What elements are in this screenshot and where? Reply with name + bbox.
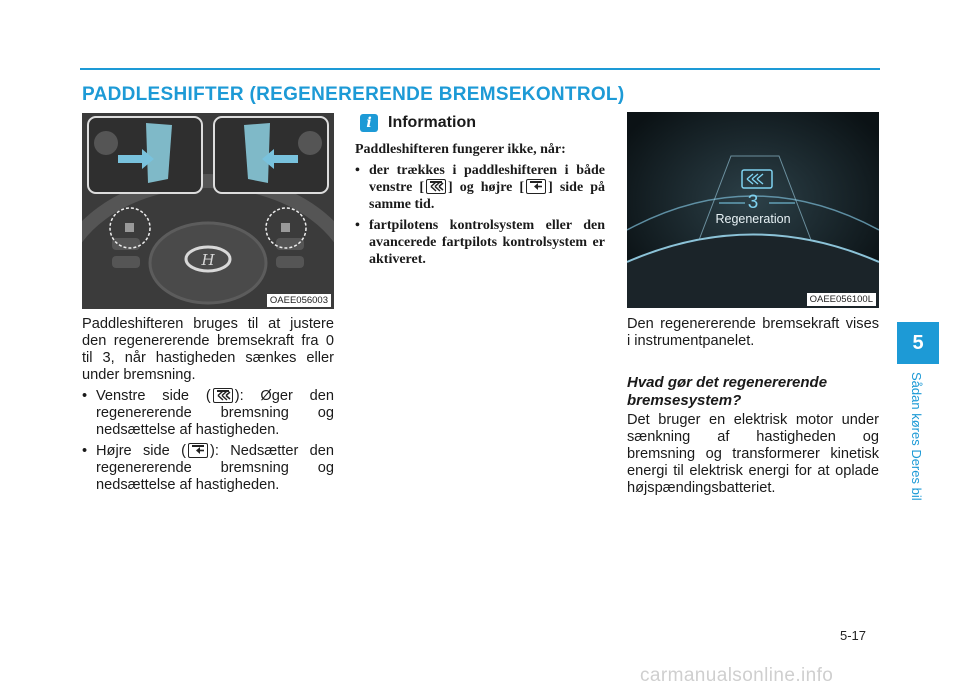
bullet-dot: • (355, 163, 360, 178)
bullet-text: der trækkes i paddleshifteren i både venstre [ (369, 163, 605, 195)
intro-paragraph: Paddleshifteren bruges til at justere den regenererende bremsekraft fra 0 til 3, når hastigheden sænkes eller under bremsning. (82, 316, 334, 383)
page-title: PADDLESHIFTER (REGENERERENDE BREMSEKONTROL) (82, 84, 625, 105)
bullet-text: fartpilotens kontrolsystem eller den avancerede fartpilots kontrolsystem er aktiveret. (369, 218, 605, 267)
watermark: carmanualsonline.info (640, 665, 834, 686)
regeneration-level: 3 (747, 192, 759, 213)
regeneration-label: Regeneration (715, 212, 791, 226)
steering-wheel-illustration (82, 113, 334, 309)
bullet-text: ): Nedsætter den regenererende bremsning og nedsættelse af hastigheden. (96, 443, 334, 493)
paddle-right-icon (526, 179, 546, 194)
section-body: Det bruger en elektrisk motor under sænkning af hastigheden og bremsning og transformerer kinetisk energi til elektrisk energi for at oplade højspændingsbatteriet. (627, 412, 879, 496)
list-item (355, 217, 605, 268)
bullet-text: Venstre side ( (96, 388, 211, 404)
svg-text:H: H (201, 251, 215, 269)
chapter-title (906, 372, 926, 512)
figure-code: OAEE056003 (267, 294, 331, 307)
section-subheading: Hvad gør det regenererende bremsesystem? (627, 374, 828, 409)
paddle-left-icon (426, 179, 446, 194)
steering-wheel-figure (82, 113, 334, 309)
header-rule (80, 68, 880, 70)
paddle-right-icon (188, 443, 208, 458)
list-item (82, 388, 334, 439)
bullet-text: Højre side ( (96, 443, 186, 459)
information-header (360, 114, 476, 132)
bullet-dot: • (355, 218, 360, 233)
list-item (355, 162, 605, 213)
figure-code: OAEE056100L (807, 293, 876, 306)
bullet-dot: • (82, 388, 88, 404)
figure-caption: Den regenererende bremsekraft vises i instrumentpanelet. (627, 316, 879, 349)
info-icon: i (360, 114, 378, 132)
bullet-dot: • (82, 443, 88, 459)
chapter-tab: 5 (897, 322, 939, 364)
chapter-title-text: Sådan køres Deres bil (909, 372, 924, 501)
bullet-text: ] og højre [ (448, 180, 525, 195)
information-body (355, 141, 605, 268)
information-lead: Paddleshifteren fungerer ikke, når: (355, 142, 566, 157)
list-item (82, 443, 334, 494)
paddle-left-icon (213, 388, 233, 403)
bullet-text: ] side på samme tid. (369, 180, 605, 212)
information-title: Information (388, 114, 476, 131)
bullet-text: ): Øger den regenererende bremsning og nedsættelse af hastigheden. (96, 388, 334, 438)
left-column (82, 316, 334, 494)
page-number: 5-17 (840, 628, 867, 643)
instrument-cluster-figure (627, 112, 879, 308)
